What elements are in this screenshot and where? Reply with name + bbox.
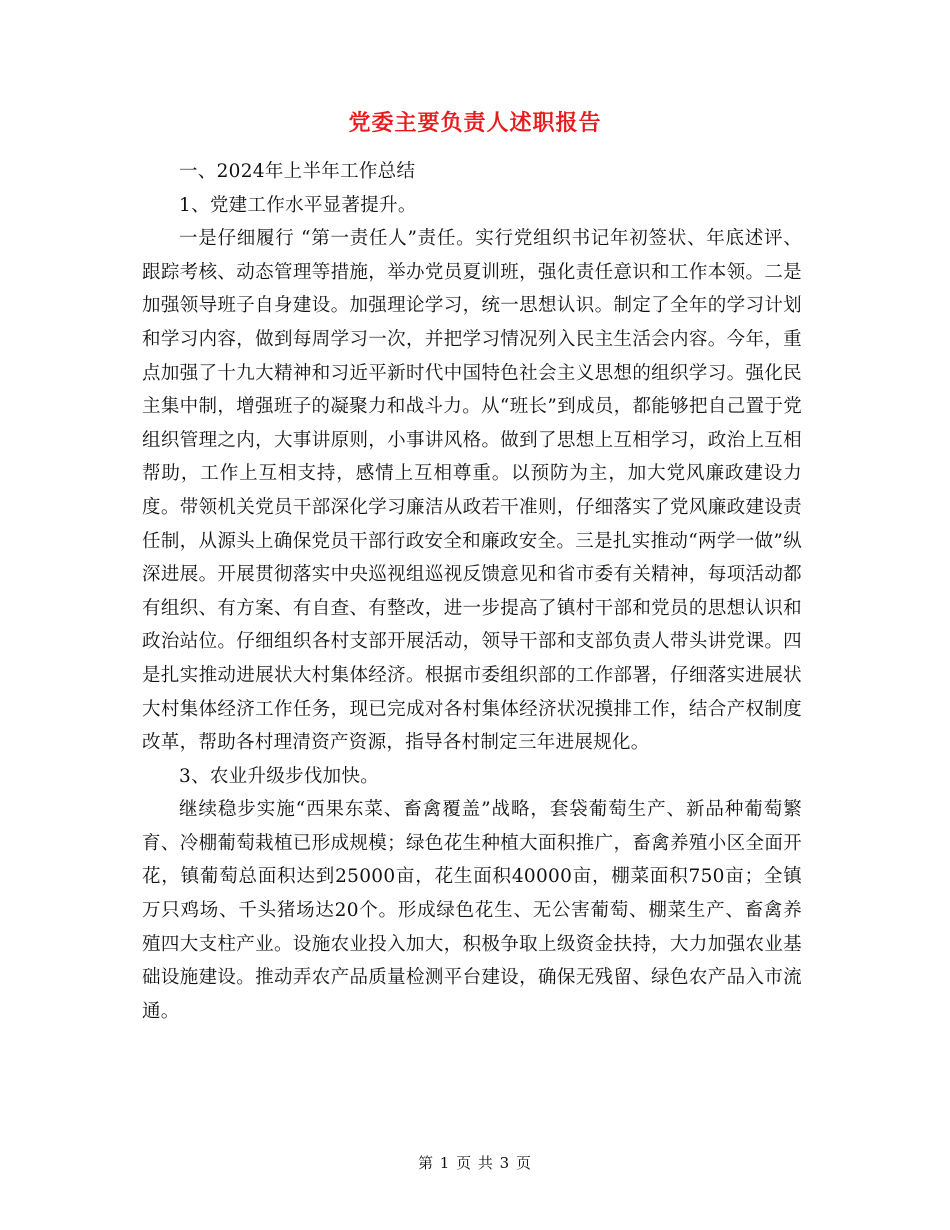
page-number-footer: 第 1 页 共 3 页 [418,1154,532,1172]
body-paragraph-agriculture: 继续稳步实施“西果东菜、畜禽覆盖”战略，套袋葡萄生产、新品种葡萄繁育、冷棚葡萄栽植已形成规模；绿色花生种植大面积推广，畜禽养殖小区全面开花，镇葡萄总面积达到25000亩，花生面积40000亩，棚菜面积750亩；全镇万只鸡场、千头猪场达20个。形成绿色花生、无公害葡萄、棚菜生产、畜禽养殖四大支柱产业。设施农业投入加大，积极争取上级资金扶持，大力加强农业基础设施建设。推动弄农产品质量检测平台建设，确保无残留、绿色农产品入市流通。 [142,799,802,1022]
subsection-heading-party-building: 1、党建工作水平显著提升。 [179,194,417,216]
subsection-heading-agriculture: 3、农业升级步伐加快。 [179,765,380,787]
document-body [142,155,802,1028]
body-paragraph-party-building: 一是仔细履行 “第一责任人”责任。实行党组织书记年初签状、年底述评、跟踪考核、动态管理等措施，举办党员夏训班，强化责任意识和工作本领。二是加强领导班子自身建设。加强理论学习，统一思想认识。制定了全年的学习计划和学习内容，做到每周学习一次，并把学习情况列入民主生活会内容。今年，重点加强了十九大精神和习近平新时代中国特色社会主义思想的组织学习。强化民主集中制，增强班子的凝聚力和战斗力。从“班长”到成员，都能够把自己置于党组织管理之内，大事讲原则，小事讲风格。做到了思想上互相学习，政治上互相帮助，工作上互相支持，感情上互相尊重。以预防为主，加大党风廉政建设力度。带领机关党员干部深化学习廉洁从政若干准则，仔细落实了党风廉政建设责任制，从源头上确保党员干部行政安全和廉政安全。三是扎实推动“两学一做”纵深进展。开展贯彻落实中央巡视组巡视反馈意见和省市委有关精神，每项活动都有组织、有方案、有自查、有整改，进一步提高了镇村干部和党员的思想认识和政治站位。仔细组织各村支部开展活动，领导干部和支部负责人带头讲党课。四是扎实推动进展状大村集体经济。根据市委组织部的工作部署，仔细落实进展状大村集体经济工作任务，现已完成对各村集体经济状况摸排工作，结合产权制度改革，帮助各村理清资产资源，指导各村制定三年进展规化。 [142,228,802,754]
section-heading: 一、2024年上半年工作总结 [179,161,416,182]
document-title: 党委主要负责人述职报告 [348,110,602,136]
